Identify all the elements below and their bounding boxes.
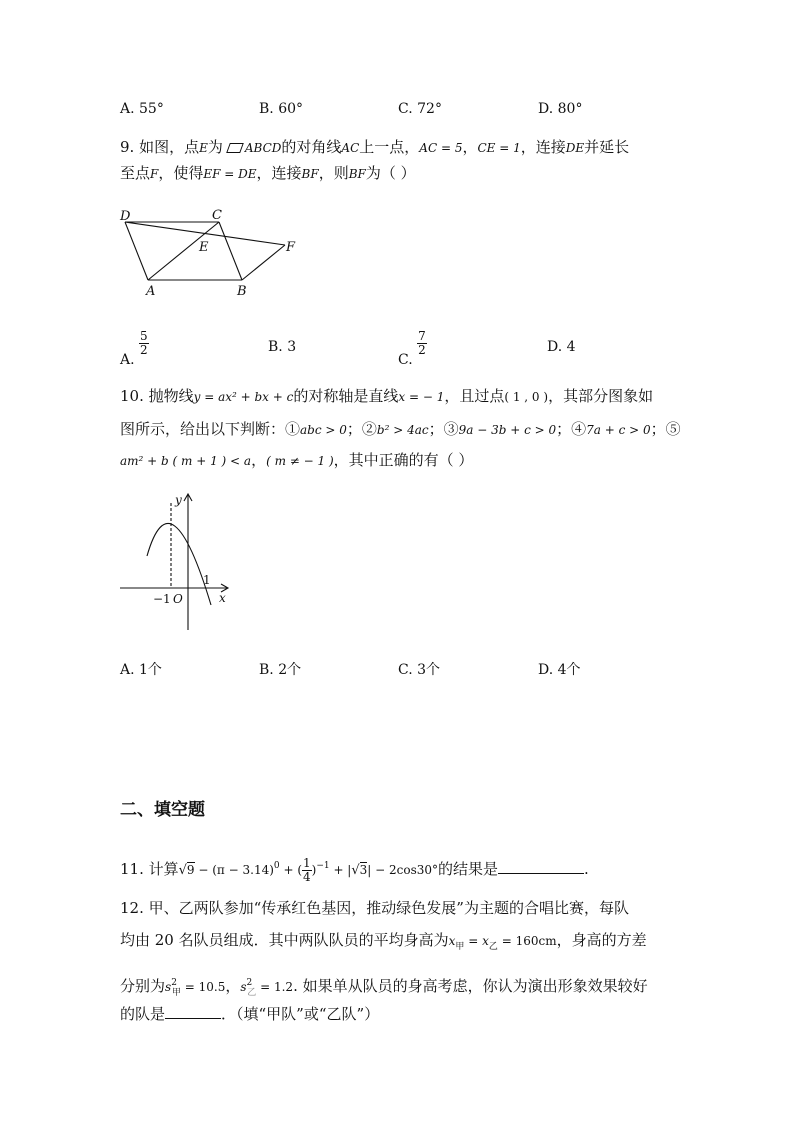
answer-blank[interactable] [165, 1004, 221, 1019]
q8-option-b: B. 60° [259, 101, 304, 117]
q10-option-b: B. 2个 [259, 662, 302, 678]
label-neg-one: −1 [153, 592, 171, 606]
parallelogram-symbol [226, 143, 244, 153]
q9-option-b: B. 3 [268, 339, 297, 355]
label-origin: O [173, 592, 183, 606]
q9-figure [112, 200, 312, 305]
label-b: B [237, 284, 247, 299]
sqrt-sign: √ [178, 863, 187, 878]
q12-line-1: 12. 甲、乙两队参加“传承红色基因，推动绿色发展”为主题的合唱比赛，每队 [120, 899, 629, 917]
q8-option-a: A. 55° [120, 101, 164, 117]
label-e: E [199, 240, 209, 255]
section-heading: 二、填空题 [120, 800, 205, 820]
q9-option-d: D. 4 [547, 339, 576, 355]
q9-line-1: 9. 如图，点E为 ABCD的对角线AC上一点，AC = 5，CE = 1，连接DE并延长 [120, 138, 630, 156]
q10-option-c: C. 3个 [398, 662, 441, 678]
q10-option-a: A. 1个 [120, 662, 162, 678]
label-x: x [219, 591, 226, 605]
q8-option-d: D. 80° [538, 101, 583, 117]
segment-da [125, 222, 148, 280]
label-one: 1 [203, 573, 211, 587]
q10-line-2: 图所示，给出以下判断：①abc > 0；②b² > 4ac；③9a − 3b + c > 0；④7a + c > 0；⑤ [120, 420, 681, 438]
q12-line-2: 均由 20 名队员组成．其中两队队员的平均身高为$x_甲 = x_乙 = 160cm$，身高的方差 [120, 931, 647, 952]
q10-line-3: am² + b ( m + 1 ) < a，( m ≠ − 1 )，其中正确的有（ ） [120, 451, 474, 469]
sqrt-sign: √ [351, 863, 360, 878]
q11-line: 11. 计算$√9 - (\pi - 3.14)^0$ + ( $\frac{1}{4}$ )$^{-1}$ + |√3| − 2cos30°的结果是 . [120, 855, 589, 884]
q8-option-c: C. 72° [398, 101, 442, 117]
q12-line-3: 分别为$s^2_甲 = 10.5$，$s^2_乙 = 1.2$. 如果单从队员的身高考虑，你认为演出形象效果较好 [120, 977, 648, 998]
label-f: F [286, 240, 296, 255]
answer-blank[interactable] [498, 859, 584, 874]
label-d: D [120, 209, 131, 224]
label-c: C [212, 208, 222, 223]
label-y: y [175, 493, 182, 507]
segment-cb [219, 222, 242, 280]
q10-option-d: D. 4个 [538, 662, 581, 678]
q9-option-c: C. $\frac{7}{2}$ [398, 329, 426, 368]
segment-bf [242, 245, 285, 280]
q9-line-2: 至点F，使得EF = DE，连接BF，则BF为（ ） [120, 164, 416, 182]
label-a: A [146, 284, 156, 299]
q9-option-a: A. $\frac{5}{2}$ [120, 329, 148, 368]
q12-line-4: 的队是 ．（填“甲队”或“乙队”） [120, 1005, 380, 1023]
q10-figure [115, 490, 240, 635]
q10-line-1: 10. 抛物线y = ax² + bx + c的对称轴是直线x = − 1，且过点( 1 , 0 )，其部分图象如 [120, 387, 654, 405]
